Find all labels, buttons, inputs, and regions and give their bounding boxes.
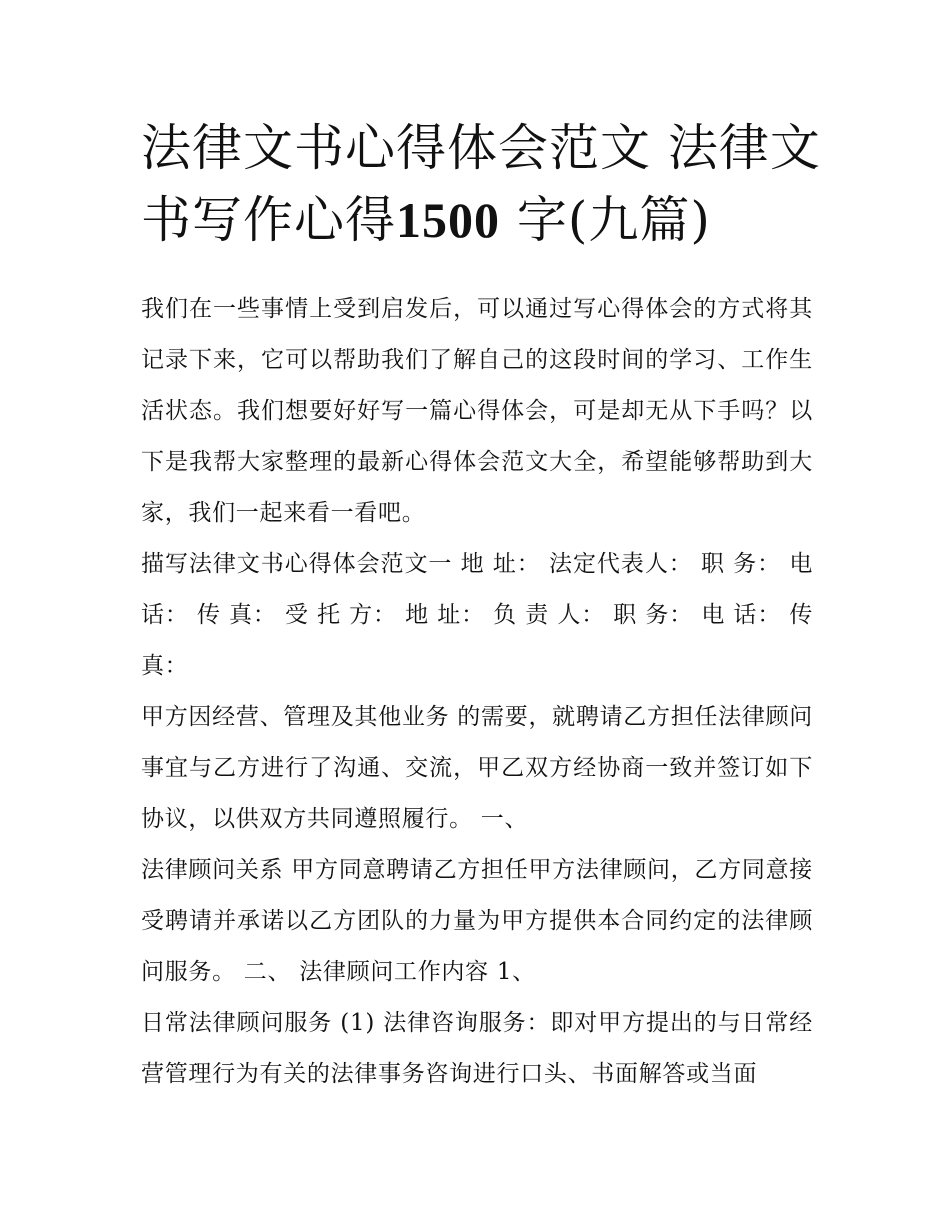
paragraph-relationship: 法律顾问关系 甲方同意聘请乙方担任甲方法律顾问，乙方同意接受聘请并承诺以乙方团队的力量为甲方提供本合同约定的法律顾问服务。 二、 法律顾问工作内容 1、 bbox=[141, 857, 813, 985]
title-text-part2: 字(九篇) bbox=[500, 191, 711, 249]
document-body bbox=[141, 284, 813, 1100]
paragraph-contract-parties: 描写法律文书心得体会范文一 地 址： 法定代表人： 职 务： 电 话： 传 真： 受 托 方： 地 址： 负 责 人： 职 务： 电 话： 传 真： bbox=[141, 551, 813, 679]
document-title bbox=[141, 112, 821, 256]
paragraph-purpose: 甲方因经营、管理及其他业务 的需要，就聘请乙方担任法律顾问事宜与乙方进行了沟通、交流，甲乙双方经协商一致并签订如下协议，以供双方共同遵照履行。 一、 bbox=[141, 704, 813, 832]
paragraph-services: 日常法律顾问服务 (1) 法律咨询服务：即对甲方提出的与日常经营管理行为有关的法律事务咨询进行口头、书面解答或当面 bbox=[141, 1010, 813, 1087]
title-text-part1: 法律文书心得体会范文 法律文书写作心得 bbox=[141, 119, 821, 249]
paragraph-intro: 我们在一些事情上受到启发后，可以通过写心得体会的方式将其记录下来，它可以帮助我们了解自己的这段时间的学习、工作生活状态。我们想要好好写一篇心得体会，可是却无从下手吗？以下是我帮大家整理的最新心得体会范文大全，希望能够帮助到大家，我们一起来看一看吧。 bbox=[141, 296, 813, 526]
title-number: 1500 bbox=[396, 192, 500, 248]
